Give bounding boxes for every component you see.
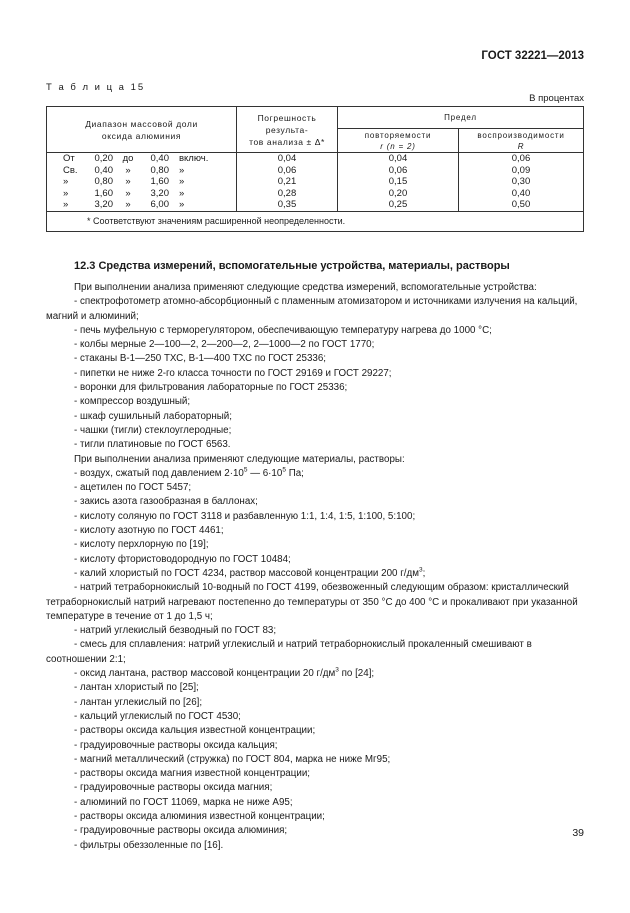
list-item: - магний металлический (стружка) по ГОСТ 804, марка не ниже Мг95; — [74, 753, 391, 765]
table-units: В процентах — [529, 93, 584, 104]
table-caption: Т а б л и ц а 15 — [46, 82, 146, 93]
list-item: - смесь для сплавления: натрий углекислый и натрий тетраборнокислый прокаленный смешивают в соотношении 2:1; — [46, 639, 532, 665]
list-item: - кислоту азотную по ГОСТ 4461; — [74, 525, 224, 537]
list-item: - закись азота газообразная в баллонах; — [74, 496, 258, 508]
list-item: - калий хлористый по ГОСТ 4234, раствор массовой концентрации 200 $г/дм^3$; — [74, 566, 426, 579]
body-text — [46, 281, 586, 853]
paragraph: При выполнении анализа применяют следующие материалы, растворы: — [74, 453, 405, 465]
list-item: - натрий углекислый безводный по ГОСТ 83; — [74, 625, 277, 637]
list-item: - фильтры обеззоленные по [16]. — [74, 839, 224, 851]
list-item: - шкаф сушильный лабораторный; — [74, 410, 232, 422]
list-item: - растворы оксида алюминия известной концентрации; — [74, 810, 325, 822]
table-row: От 0,20 до 0,40 включ. — [63, 153, 209, 164]
list-item: - ацетилен по ГОСТ 5457; — [74, 482, 192, 494]
list-item: - градуировочные растворы оксида алюминия; — [74, 825, 288, 837]
error-column: 0,04 0,06 0,21 0,28 0,35 — [237, 153, 338, 212]
list-item: - кислоту фтористоводородную по ГОСТ 10484; — [74, 553, 291, 565]
list-item: - стаканы В-1—250 ТХС, В-1—400 ТХС по ГОСТ 25336; — [74, 353, 327, 365]
table-row: » 1,60 » 3,20 » — [63, 187, 185, 199]
section-title: 12.3 Средства измерений, вспомогательные устройства, материалы, растворы — [74, 260, 510, 272]
table-row: Св. 0,40 » 0,80 » — [63, 164, 185, 176]
header-limit: Предел — [338, 107, 584, 129]
list-item: - алюминий по ГОСТ 11069, марка не ниже А95; — [74, 796, 293, 808]
list-item: - оксид лантана, раствор массовой концентрации 20 $г/дм^3$ по [24]; — [74, 666, 375, 680]
list-item: - растворы оксида кальция известной концентрации; — [74, 725, 316, 737]
header-range: Диапазон массовой доли оксида алюминия — [47, 107, 237, 153]
list-item: - колбы мерные 2—100—2, 2—200—2, 2—1000—2 по ГОСТ 1770; — [74, 339, 375, 351]
list-item: - натрий тетраборнокислый 10-водный по ГОСТ 4199, обезвоженный следующим образом: кристаллический тетраборнокислый натрий нагревают постепенно до температуры от 350 °С до 400 °С и прокаливают при указанной температуре в течение от 1 до 1,5 ч; — [46, 582, 578, 622]
table-footnote: * Соответствуют значениям расширенной неопределенности. — [47, 211, 584, 231]
document-code: ГОСТ 32221—2013 — [481, 50, 584, 62]
header-repeatability: повторяемости r (n = 2) — [338, 129, 459, 153]
list-item: - кальций углекислый по ГОСТ 4530; — [74, 710, 241, 722]
list-item: - пипетки не ниже 2-го класса точности по ГОСТ 29169 и ГОСТ 29227; — [74, 367, 392, 379]
repeatability-column: 0,04 0,06 0,15 0,20 0,25 — [338, 153, 459, 212]
paragraph: При выполнении анализа применяют следующие средства измерений, вспомогательные устройства: — [74, 282, 537, 293]
list-item: - кислоту соляную по ГОСТ 3118 и разбавленную 1:1, 1:4, 1:5, 1:100, 5:100; — [74, 510, 416, 522]
list-item: - компрессор воздушный; — [74, 396, 191, 408]
range-column — [47, 153, 237, 212]
list-item: - лантан хлористый по [25]; — [74, 682, 199, 694]
header-reproducibility: воспроизводимости R — [459, 129, 584, 153]
table-row: » 3,20 » 6,00 » — [63, 199, 185, 210]
data-table — [46, 106, 584, 232]
list-item: - лантан углекислый по [26]; — [74, 696, 203, 708]
list-item: - воздух, сжатый под давлением $2\cdot 10^5$ — $6\cdot 10^5$ Па; — [74, 466, 304, 479]
list-item: - воронки для фильтрования лабораторные по ГОСТ 25336; — [74, 382, 348, 394]
list-item: - тигли платиновые по ГОСТ 6563. — [74, 439, 231, 451]
list-item: - растворы оксида магния известной концентрации; — [74, 768, 311, 780]
list-item: - печь муфельную с терморегулятором, обеспечивающую температуру нагрева до 1000 °С; — [74, 324, 492, 336]
header-error: Погрешность результа- тов анализа ± Δ* — [237, 107, 338, 153]
list-item: - градуировочные растворы оксида магния; — [74, 782, 273, 794]
page-number: 39 — [572, 827, 584, 839]
list-item: - чашки (тигли) стеклоуглеродные; — [74, 424, 232, 436]
table-row: » 0,80 » 1,60 » — [63, 176, 185, 187]
reproducibility-column: 0,06 0,09 0,30 0,40 0,50 — [459, 153, 584, 212]
list-item: - спектрофотометр атомно-абсорбционный с пламенным атомизатором и источниками излучения на кальций, магний и алюминий; — [46, 296, 578, 322]
list-item: - кислоту перхлорную по [19]; — [74, 539, 209, 551]
list-item: - градуировочные растворы оксида кальция; — [74, 739, 278, 751]
